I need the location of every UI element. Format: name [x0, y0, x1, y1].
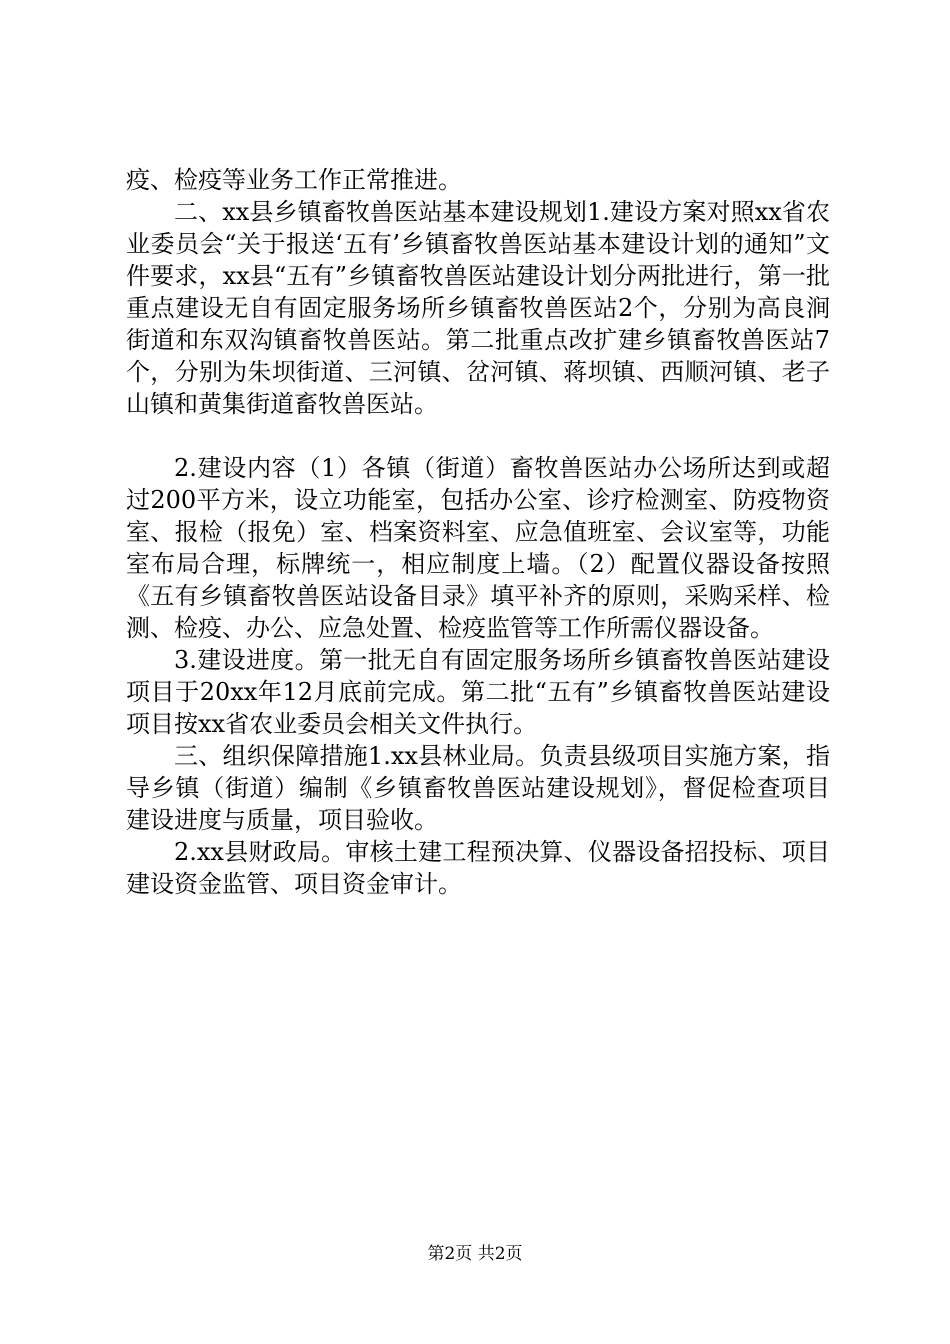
paragraph-section-two: 二、xx县乡镇畜牧兽医站基本建设规划1.建设方案对照xx省农业委员会“关于报送‘五有’乡镇畜牧兽医站基本建设计划的通知”文件要求，xx县“五有”乡镇畜牧兽医站建设计划分两批进行，第一批重点建设无自有固定服务场所乡镇畜牧兽医站2个，分别为高良涧街道和东双沟镇畜牧兽医站。第二批重点改扩建乡镇畜牧兽医站7个，分别为朱坝街道、三河镇、岔河镇、蒋坝镇、西顺河镇、老子山镇和黄集街道畜牧兽医站。 — [126, 198, 830, 418]
paragraph-construction-content: 2.建设内容（1）各镇（街道）畜牧兽医站办公场所达到或超过200平方米，设立功能室，包括办公室、诊疗检测室、防疫物资室、报检（报免）室、档案资料室、应急值班室、会议室等，功能室布局合理，标牌统一，相应制度上墙。（2）配置仪器设备按照《五有乡镇畜牧兽医站设备目录》填平补齐的原则，采购采样、检测、检疫、办公、应急处置、检疫监管等工作所需仪器设备。 — [126, 454, 830, 642]
page-footer: 第2页 共2页 — [427, 1244, 523, 1264]
paragraph-section-three: 三、组织保障措施1.xx县林业局。负责县级项目实施方案，指导乡镇（街道）编制《乡镇畜牧兽医站建设规划》，督促检查项目建设进度与质量，项目验收。 — [126, 742, 830, 834]
paragraph-continuation: 疫、检疫等业务工作正常推进。 — [126, 166, 462, 194]
paragraph-finance-bureau: 2.xx县财政局。审核土建工程预决算、仪器设备招投标、项目建设资金监管、项目资金审计。 — [126, 838, 830, 898]
paragraph-construction-progress: 3.建设进度。第一批无自有固定服务场所乡镇畜牧兽医站建设项目于20xx年12月底前完成。第二批“五有”乡镇畜牧兽医站建设项目按xx省农业委员会相关文件执行。 — [126, 646, 830, 738]
document-body — [126, 164, 830, 900]
